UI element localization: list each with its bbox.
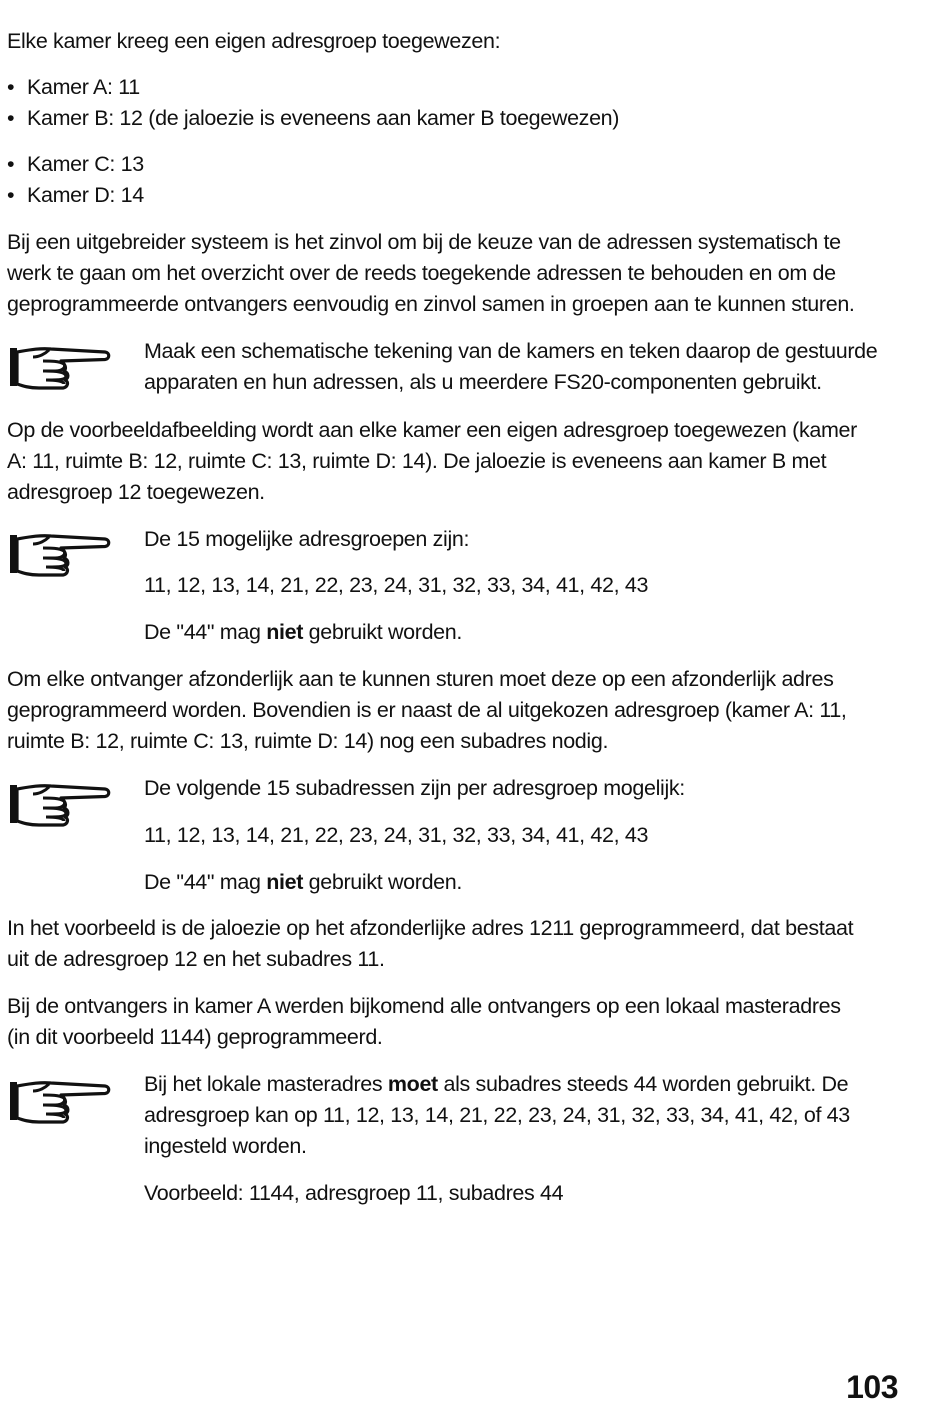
pointing-hand-icon [9,1074,111,1126]
page-number: 103 [846,1369,898,1405]
paragraph-line: uit de adresgroep 12 en het subadres 11. [7,947,385,971]
paragraph-line: geprogrammeerde ontvangers eenvoudig en zinvol samen in groepen aan te kunnen sturen. [7,292,855,316]
paragraph-line: Bij een uitgebreider systeem is het zinvol om bij de keuze van de adressen systematisch te [7,230,841,254]
note-line: De 15 mogelijke adresgroepen zijn: [144,527,470,551]
paragraph-line: ruimte B: 12, ruimte C: 13, ruimte D: 14) nog een subadres nodig. [7,729,609,753]
warning-line: De "44" mag niet gebruikt worden. [144,870,463,894]
address-values: 11, 12, 13, 14, 21, 22, 23, 24, 31, 32, 33, 34, 41, 42, 43 [144,823,649,847]
paragraph-line: Op de voorbeeldafbeelding wordt aan elke kamer een eigen adresgroep toegewezen (kamer [7,418,857,442]
paragraph-line: geprogrammeerd worden. Bovendien is er naast de al uitgekozen adresgroep (kamer A: 11, [7,698,847,722]
intro-text: Elke kamer kreeg een eigen adresgroep toegewezen: [7,29,501,53]
paragraph-line: (in dit voorbeeld 1144) geprogrammeerd. [7,1025,383,1049]
note-line: Maak een schematische tekening van de kamers en teken daarop de gestuurde [144,339,878,363]
note-line: De volgende 15 subadressen zijn per adresgroep mogelijk: [144,776,685,800]
paragraph-line: adresgroep 12 toegewezen. [7,480,265,504]
list-item: • Kamer C: 13 [7,152,144,176]
paragraph-line: A: 11, ruimte B: 12, ruimte C: 13, ruimte D: 14). De jaloezie is eveneens aan kamer B met [7,449,827,473]
list-item: • Kamer B: 12 (de jaloezie is eveneens aan kamer B toegewezen) [7,106,620,130]
list-item: • Kamer D: 14 [7,183,144,207]
pointing-hand-icon [9,777,111,829]
warning-line: De "44" mag niet gebruikt worden. [144,620,463,644]
address-values: 11, 12, 13, 14, 21, 22, 23, 24, 31, 32, 33, 34, 41, 42, 43 [144,573,649,597]
paragraph-line: Bij de ontvangers in kamer A werden bijkomend alle ontvangers op een lokaal masteradres [7,994,841,1018]
paragraph-line: In het voorbeeld is de jaloezie op het afzonderlijke adres 1211 geprogrammeerd, dat bestaat [7,916,854,940]
pointing-hand-icon [9,527,111,579]
note-line: ingesteld worden. [144,1134,307,1158]
list-item: • Kamer A: 11 [7,75,140,99]
example-line: Voorbeeld: 1144, adresgroep 11, subadres 44 [144,1181,564,1205]
note-line: Bij het lokale masteradres moet als subadres steeds 44 worden gebruikt. De [144,1072,849,1096]
pointing-hand-icon [9,340,111,392]
note-line: apparaten en hun adressen, als u meerdere FS20-componenten gebruikt. [144,370,822,394]
note-line: adresgroep kan op 11, 12, 13, 14, 21, 22, 23, 24, 31, 32, 33, 34, 41, 42, of 43 [144,1103,850,1127]
paragraph-line: werk te gaan om het overzicht over de reeds toegekende adressen te behouden en om de [7,261,836,285]
paragraph-line: Om elke ontvanger afzonderlijk aan te kunnen sturen moet deze op een afzonderlijk adres [7,667,834,691]
